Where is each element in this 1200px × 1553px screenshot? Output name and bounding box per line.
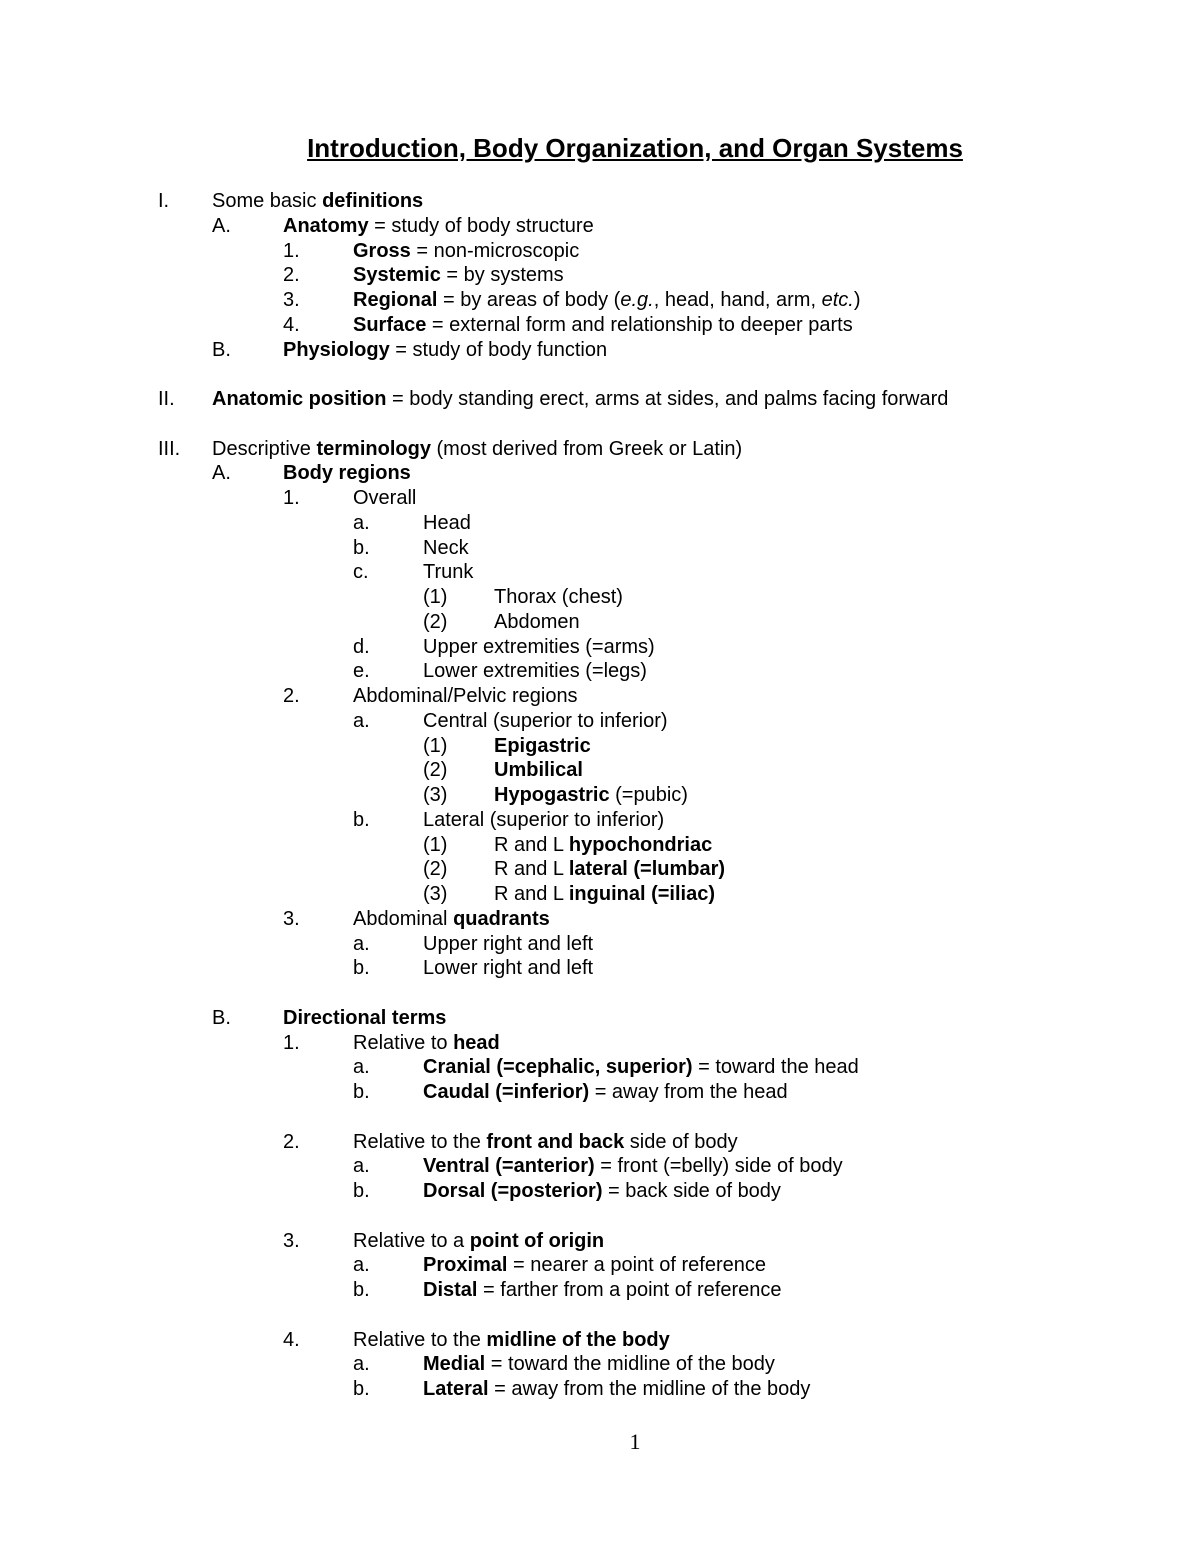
text-segment: Abdominal/Pelvic regions <box>353 685 578 707</box>
text-segment: = body standing erect, arms at sides, and palms facing forward <box>386 388 949 410</box>
outline-item <box>0 1278 1190 1303</box>
outline-text <box>494 882 715 907</box>
outline-item <box>0 882 1190 907</box>
outline-marker: a. <box>353 1155 370 1178</box>
text-segment: Abdominal <box>353 907 454 930</box>
bold-term: Distal <box>423 1279 478 1301</box>
outline-text <box>494 783 688 808</box>
text-segment: Thorax (chest) <box>494 586 623 608</box>
text-segment: = study of body structure <box>368 214 594 237</box>
outline-item <box>0 709 1190 734</box>
outline-text <box>423 1377 810 1402</box>
outline-marker: 4. <box>283 313 300 336</box>
outline-item <box>0 461 1190 486</box>
outline-item <box>0 263 1190 288</box>
outline-marker: b. <box>353 808 370 831</box>
bold-term: Regional <box>353 289 438 311</box>
bold-term: Hypogastric <box>494 784 610 806</box>
outline-text <box>423 1154 843 1179</box>
outline-text <box>283 338 607 363</box>
text-segment: Abdomen <box>494 610 580 633</box>
outline-marker: 2. <box>283 264 300 287</box>
bold-term: Physiology <box>283 338 390 361</box>
outline-item <box>0 734 1190 759</box>
outline-marker: (2) <box>423 858 448 881</box>
outline-text <box>494 833 712 858</box>
outline-marker: A. <box>212 214 231 237</box>
bold-term: front and back <box>486 1130 625 1153</box>
outline-text <box>494 610 580 635</box>
outline-item <box>0 610 1190 635</box>
bold-term: Directional terms <box>283 1006 447 1029</box>
outline-marker: (1) <box>423 586 448 608</box>
outline-item <box>0 536 1190 561</box>
outline-item <box>0 1229 1190 1254</box>
outline-text <box>353 486 416 511</box>
text-segment: Upper extremities (=arms) <box>423 635 655 658</box>
text-segment: = by areas of body ( <box>437 289 621 311</box>
bold-term: Caudal (=inferior) <box>423 1081 590 1103</box>
outline-marker: a. <box>353 1353 370 1376</box>
bold-term: Cranial (=cephalic, superior) <box>423 1056 693 1079</box>
text-segment: Neck <box>423 536 469 559</box>
outline-marker: 2. <box>283 685 300 707</box>
outline-marker: (2) <box>423 759 448 782</box>
bold-term: hypochondriac <box>568 833 713 856</box>
outline-item <box>0 932 1190 957</box>
outline-marker: c. <box>353 561 369 584</box>
outline-item <box>0 437 1190 462</box>
bold-term: quadrants <box>453 907 550 930</box>
bold-term: definitions <box>322 190 424 212</box>
text-segment: = away from the midline of the body <box>488 1378 811 1400</box>
outline-text <box>353 1031 500 1056</box>
outline-item <box>0 1377 1190 1402</box>
text-segment: = farther from a point of reference <box>477 1279 782 1301</box>
bold-term: Anatomy <box>283 214 369 237</box>
outline-marker: e. <box>353 660 370 683</box>
text-segment: R and L <box>494 858 569 881</box>
outline-item <box>0 1080 1190 1105</box>
bold-term: Umbilical <box>494 759 583 782</box>
text-segment: = toward the midline of the body <box>485 1353 775 1376</box>
outline-item <box>0 288 1190 313</box>
outline-marker: 4. <box>283 1328 300 1351</box>
outline-item <box>0 684 1190 709</box>
text-segment: = external form and relationship to deeper parts <box>426 313 853 336</box>
text-segment: Lateral (superior to inferior) <box>423 808 665 831</box>
text-segment: R and L <box>494 833 569 856</box>
outline-item <box>0 1154 1190 1179</box>
outline-marker: A. <box>212 462 231 485</box>
outline-text <box>494 758 583 783</box>
outline-marker: a. <box>353 1056 370 1079</box>
bold-term: Ventral (=anterior) <box>423 1155 595 1178</box>
outline-marker: b. <box>353 536 370 559</box>
outline-marker: 1. <box>283 487 300 509</box>
text-segment: Relative to the <box>353 1328 487 1351</box>
outline-text <box>423 956 593 981</box>
text-segment: ) <box>853 289 861 311</box>
outline-item <box>0 585 1190 610</box>
outline-marker: 1. <box>283 1031 300 1054</box>
outline-text <box>423 808 664 833</box>
document-title: Introduction, Body Organization, and Organ Systems <box>307 133 963 163</box>
outline-text <box>212 387 948 412</box>
outline-item <box>0 758 1190 783</box>
outline-item <box>0 239 1190 264</box>
outline-text <box>353 263 564 288</box>
outline-marker: a. <box>353 1254 370 1277</box>
bold-term: inguinal (=iliac) <box>568 883 716 905</box>
outline-marker: 3. <box>283 1229 300 1252</box>
outline-text <box>353 1130 738 1155</box>
outline-text <box>283 461 411 486</box>
text-segment: Trunk <box>423 561 474 584</box>
text-segment: (=pubic) <box>609 784 688 806</box>
text-segment: = back side of body <box>602 1180 781 1202</box>
text-segment: Relative to the <box>353 1130 487 1153</box>
bold-term: Anatomic position <box>212 388 387 410</box>
outline-marker: a. <box>353 511 370 534</box>
outline-item <box>0 1253 1190 1278</box>
outline-item <box>0 511 1190 536</box>
outline-item <box>0 659 1190 684</box>
outline-item <box>0 560 1190 585</box>
outline-text <box>494 857 725 882</box>
text-segment: R and L <box>494 883 569 905</box>
outline-text <box>423 635 655 660</box>
outline-item <box>0 857 1190 882</box>
outline-marker: (1) <box>423 833 448 856</box>
text-segment: Lower right and left <box>423 957 594 980</box>
outline-marker: 3. <box>283 907 300 930</box>
outline-text <box>423 1179 781 1204</box>
outline-marker: 1. <box>283 239 300 262</box>
outline-text <box>423 659 647 684</box>
outline-text <box>423 1055 859 1080</box>
outline-marker: b. <box>353 957 370 980</box>
page-number: 1 <box>629 1429 641 1454</box>
bold-term: Epigastric <box>494 734 591 757</box>
outline-item <box>0 338 1190 363</box>
text-segment: = away from the head <box>589 1081 788 1103</box>
outline-marker: a. <box>353 932 370 955</box>
bold-term: Proximal <box>423 1254 508 1277</box>
text-segment: = non-microscopic <box>410 239 580 262</box>
outline-item <box>0 387 1190 412</box>
outline-text <box>353 239 579 264</box>
outline-text <box>353 1229 604 1254</box>
outline-item <box>0 1031 1190 1056</box>
outline-marker: I. <box>158 190 170 212</box>
outline-item <box>0 956 1190 981</box>
outline-item <box>0 486 1190 511</box>
bold-term: Lateral <box>423 1378 489 1400</box>
outline-item <box>0 1055 1190 1080</box>
text-segment: = study of body function <box>389 338 608 361</box>
text-segment: = by systems <box>440 264 564 287</box>
outline-marker: B. <box>212 1006 231 1029</box>
outline-text <box>353 1328 670 1353</box>
outline-text <box>212 189 423 214</box>
outline-text <box>423 1352 775 1377</box>
outline-text <box>423 1080 788 1105</box>
outline-marker: 2. <box>283 1130 300 1153</box>
outline-marker: a. <box>353 709 370 732</box>
text-segment: Head <box>423 511 471 534</box>
text-segment: = front (=belly) side of body <box>594 1155 843 1178</box>
italic-text: e.g. <box>620 289 654 311</box>
outline-item <box>0 833 1190 858</box>
bold-term: Dorsal (=posterior) <box>423 1180 603 1202</box>
outline-text <box>353 313 853 338</box>
bold-term: Medial <box>423 1353 486 1376</box>
outline-text <box>283 214 594 239</box>
outline-item <box>0 907 1190 932</box>
text-segment: Relative to <box>353 1031 454 1054</box>
text-segment: Overall <box>353 487 417 509</box>
text-segment: Some basic <box>212 190 323 212</box>
outline-text <box>423 932 593 957</box>
outline-text <box>423 511 471 536</box>
outline-text <box>353 288 861 313</box>
text-segment: = nearer a point of reference <box>507 1254 766 1277</box>
outline-marker: b. <box>353 1081 370 1103</box>
outline-text <box>423 1253 766 1278</box>
outline-marker: d. <box>353 635 370 658</box>
outline-item <box>0 1328 1190 1353</box>
bold-term: terminology <box>316 437 431 460</box>
text-segment: Relative to a <box>353 1229 470 1252</box>
outline-marker: b. <box>353 1180 370 1202</box>
outline-item <box>0 313 1190 338</box>
outline-marker: b. <box>353 1279 370 1301</box>
text-segment: Upper right and left <box>423 932 594 955</box>
outline-item <box>0 808 1190 833</box>
bold-term: point of origin <box>469 1229 605 1252</box>
outline-item <box>0 1352 1190 1377</box>
outline-marker: 3. <box>283 289 300 311</box>
bold-term: lateral (=lumbar) <box>568 858 726 881</box>
outline-item <box>0 635 1190 660</box>
text-segment: Descriptive <box>212 437 317 460</box>
bold-term: Surface <box>353 313 427 336</box>
bold-term: midline of the body <box>486 1328 670 1351</box>
outline-item <box>0 1130 1190 1155</box>
outline-item <box>0 783 1190 808</box>
outline-text <box>423 560 473 585</box>
bold-term: Systemic <box>353 264 441 287</box>
text-segment: Central (superior to inferior) <box>423 709 668 732</box>
outline-text <box>353 907 550 932</box>
italic-text: etc. <box>821 289 854 311</box>
outline-text <box>423 709 668 734</box>
outline-text <box>423 1278 782 1303</box>
bold-term: Gross <box>353 239 411 262</box>
outline-marker: (3) <box>423 883 448 905</box>
outline-text <box>353 684 578 709</box>
outline-marker: b. <box>353 1378 370 1400</box>
outline-marker: (3) <box>423 784 448 806</box>
text-segment: , head, hand, arm, <box>653 289 822 311</box>
outline-marker: III. <box>158 437 181 460</box>
outline-item <box>0 1179 1190 1204</box>
text-segment: side of body <box>624 1130 738 1153</box>
outline-marker: (2) <box>423 610 448 633</box>
outline-item <box>0 1006 1190 1031</box>
text-segment: Lower extremities (=legs) <box>423 660 647 683</box>
outline-item <box>0 214 1190 239</box>
outline-marker: II. <box>158 388 175 410</box>
outline-marker: (1) <box>423 734 448 757</box>
outline-marker: B. <box>212 338 231 361</box>
bold-term: Body regions <box>283 462 411 485</box>
outline-text <box>212 437 742 462</box>
bold-term: head <box>453 1031 500 1054</box>
outline-text <box>423 536 469 561</box>
text-segment: (most derived from Greek or Latin) <box>430 437 743 460</box>
outline-text <box>494 585 623 610</box>
text-segment: = toward the head <box>692 1056 859 1079</box>
outline-item <box>0 189 1190 214</box>
outline-text <box>494 734 591 759</box>
outline-text <box>283 1006 446 1031</box>
